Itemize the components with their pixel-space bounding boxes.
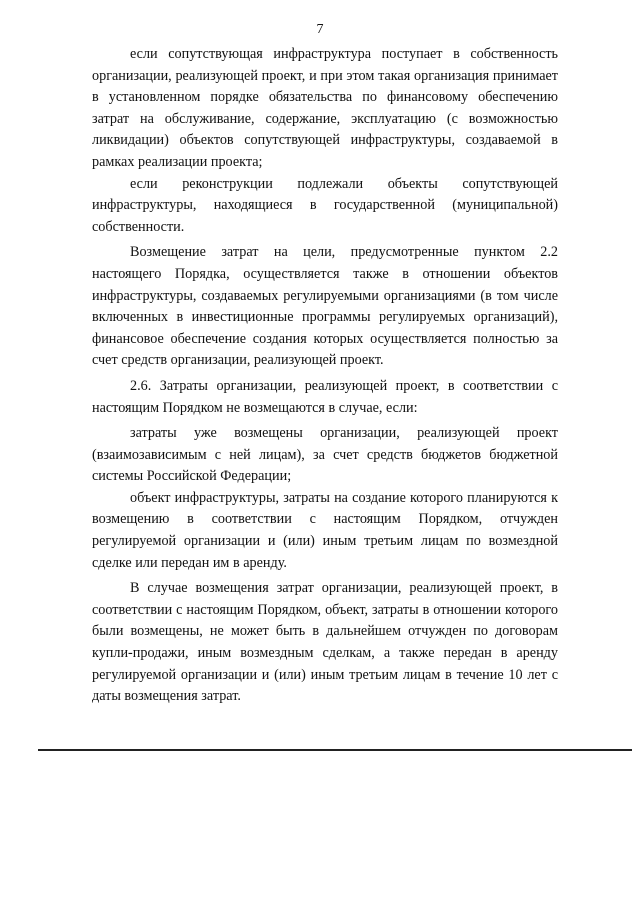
paragraph: затраты уже возмещены организации, реализующей проект (взаимозависимым с ней лицам), за счет средств бюджетов бюджетной системы Российской Федерации; [92,425,558,485]
paragraph: Возмещение затрат на цели, предусмотренные пунктом 2.2 настоящего Порядка, осуществляется также в отношении объектов инфраструктуры, создаваемых регулируемыми организациями (в том числе включенных в инвестиционные программы регулируемых организаций), финансовое обеспечение создания которых осуществляется полностью за счет средств организации, реализующей проект. [92,244,558,369]
document-body [92,44,558,708]
paragraph: если сопутствующая инфраструктура поступает в собственность организации, реализующей проект, и при этом такая организация принимает в установленном порядке обязательства по финансовому обеспечению затрат на обслуживание, содержание, эксплуатацию (с возможностью ликвидации) объектов сопутствующей инфраструктуры, создаваемой в рамках реализации проекта; [92,46,558,170]
page-number: 7 [316,22,324,37]
paragraph: 2.6. Затраты организации, реализующей проект, в соответствии с настоящим Порядком не возмещаются в случае, если: [92,377,558,416]
paragraph: объект инфраструктуры, затраты на создание которого планируются к возмещению в соответствии с настоящим Порядком, отчужден регулируемой организации и (или) иным третьим лицам по возмездной сделке или передан им в аренду. [92,489,558,571]
paragraph: В случае возмещения затрат организации, реализующей проект, в соответствии с настоящим Порядком, объект, затраты в отношении которого были возмещены, не может быть в дальнейшем отчужден по договорам купли-продажи, иным возмездным сделкам, а также передан в аренду регулируемой организации и (или) иным третьим лицам в течение 10 лет с даты возмещения затрат. [92,580,558,705]
paragraph: если реконструкции подлежали объекты сопутствующей инфраструктуры, находящиеся в государственной (муниципальной) собственности. [92,175,558,235]
bottom-divider [38,749,632,751]
